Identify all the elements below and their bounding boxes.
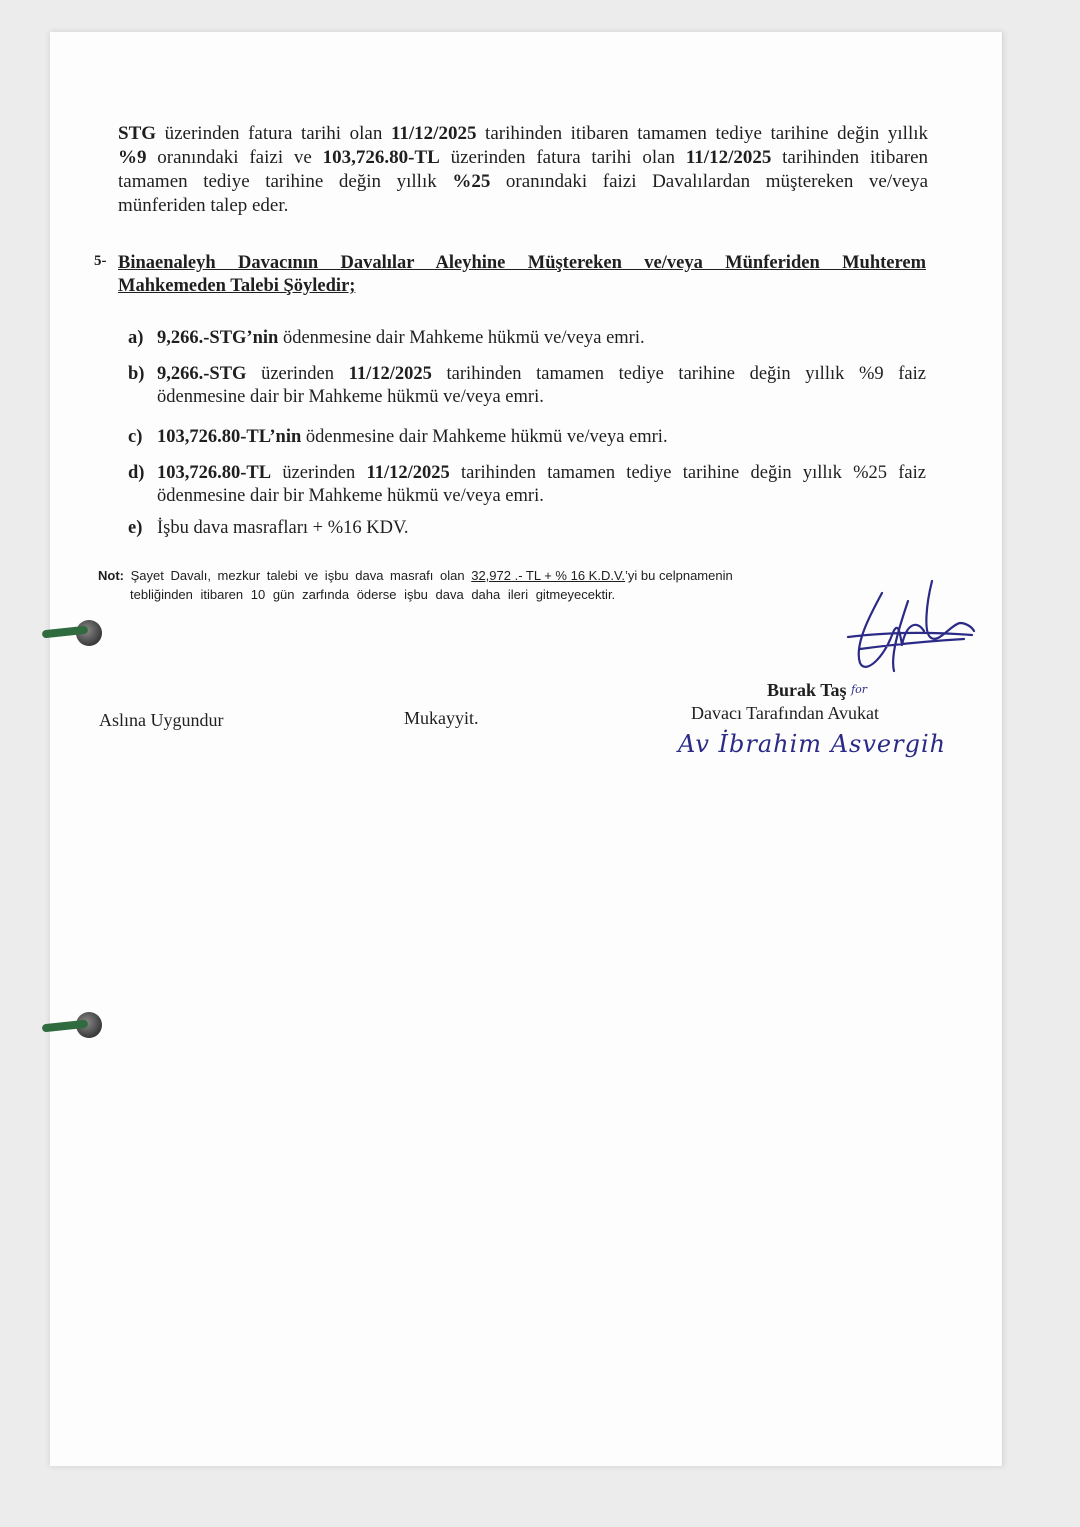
handwritten-name: Av İbrahim Asvergih <box>678 730 947 758</box>
intro-text: münferiden talep eder. <box>118 195 289 216</box>
aslina-uygundur: Aslına Uygundur <box>99 710 224 730</box>
lawyer-name-text: Burak Taş <box>767 680 847 700</box>
list-plain: ödenmesine dair Mahkeme hükmü ve/veya emri. <box>278 328 645 348</box>
intro-line-4 <box>118 194 288 217</box>
note-label: Not: <box>98 568 124 583</box>
intro-rate: %9 <box>118 147 147 168</box>
list-date: 11/12/2025 <box>348 364 432 384</box>
intro-text: üzerinden fatura tarihi olan <box>439 147 686 168</box>
list-text-continued: ödenmesine dair bir Mahkeme hükmü ve/veya emri. <box>157 486 544 506</box>
intro-currency: STG <box>118 123 157 144</box>
list-plain: üzerinden <box>271 463 367 483</box>
intro-amount: 103,726.80-TL <box>322 147 440 168</box>
intro-text: üzerinden fatura tarihi olan <box>156 123 391 144</box>
list-label: c) <box>128 427 143 447</box>
list-label: d) <box>128 463 145 483</box>
intro-line-3 <box>118 170 928 193</box>
list-plain: tarihinden tamamen tediye tarihine değin yıllık %25 faiz <box>449 463 926 483</box>
list-date: 11/12/2025 <box>366 463 450 483</box>
list-bold: 9,266.-STG’nin <box>157 328 279 348</box>
list-text <box>157 462 926 485</box>
handwritten-initials: for <box>851 683 868 696</box>
list-item-e <box>128 517 926 541</box>
intro-date: 11/12/2025 <box>390 123 477 144</box>
intro-date: 11/12/2025 <box>685 147 772 168</box>
list-plain: üzerinden <box>246 364 349 384</box>
list-text-continued: ödenmesine dair bir Mahkeme hükmü ve/veya emri. <box>157 387 544 407</box>
list-item-a <box>128 327 926 351</box>
list-text <box>157 327 926 350</box>
lawyer-name <box>767 679 867 701</box>
section-heading-line-1: Binaenaleyh Davacının Davalılar Aleyhine Müştereken ve/veya Münferiden Muhterem <box>118 253 926 273</box>
intro-text: oranındaki faizi Davalılardan müştereken ve/veya <box>490 171 929 192</box>
intro-text: oranındaki faizi ve <box>146 147 323 168</box>
note-line-2 <box>130 586 615 604</box>
list-plain: tarihinden tamamen tediye tarihine değin yıllık %9 faiz <box>431 364 926 384</box>
intro-line-1 <box>118 122 928 145</box>
list-item-b <box>128 363 926 411</box>
section-heading-line-2: Mahkemeden Talebi Şöyledir; <box>118 276 356 296</box>
intro-text: tarihinden itibaren <box>771 147 929 168</box>
note-text: tebliğinden itibaren 10 gün zarfında öderse işbu dava daha ileri gitmeyecektir. <box>130 587 616 602</box>
list-plain: ödenmesine dair Mahkeme hükmü ve/veya emri. <box>301 427 668 447</box>
list-label: a) <box>128 328 144 348</box>
list-text: İşbu dava masrafları + %16 KDV. <box>157 518 409 538</box>
lawyer-signature <box>840 575 980 685</box>
section-number: 5- <box>94 253 107 269</box>
list-item-c <box>128 426 926 450</box>
note-line-1 <box>98 567 733 585</box>
list-text <box>157 363 926 386</box>
list-text <box>157 426 926 449</box>
list-bold: 103,726.80-TL’nin <box>157 427 302 447</box>
list-bold: 9,266.-STG <box>157 364 247 384</box>
lawyer-role: Davacı Tarafından Avukat <box>691 703 879 723</box>
intro-text: tarihinden itibaren tamamen tediye tarihine değin yıllık <box>476 123 929 144</box>
note-text: ’yi bu celpnamenin <box>625 568 733 583</box>
intro-text: tamamen tediye tarihine değin yıllık <box>118 171 453 192</box>
intro-rate: %25 <box>452 171 491 192</box>
list-item-d <box>128 462 926 510</box>
list-label: b) <box>128 364 145 384</box>
list-bold: 103,726.80-TL <box>157 463 272 483</box>
mukayyit: Mukayyit. <box>404 708 479 728</box>
note-amount: 32,972 .- TL + % 16 K.D.V. <box>471 568 626 583</box>
intro-line-2 <box>118 146 928 169</box>
note-text: Şayet Davalı, mezkur talebi ve işbu dava masrafı olan <box>124 568 472 583</box>
list-label: e) <box>128 518 143 538</box>
